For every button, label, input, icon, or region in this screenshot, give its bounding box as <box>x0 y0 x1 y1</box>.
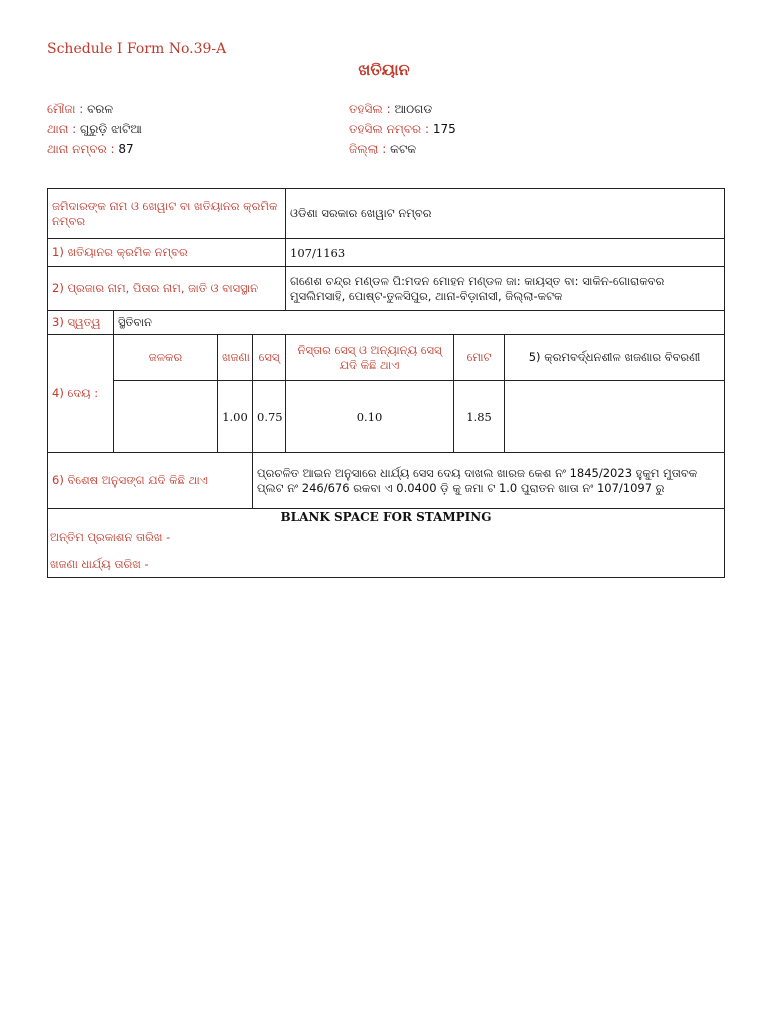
dues-value-row <box>48 381 725 453</box>
meta-thana: ଥାନା : ଗୁରୁଡ଼ି ଝାଟିଆ <box>47 122 142 136</box>
khatiyan-table <box>47 188 725 578</box>
table-row <box>48 311 725 335</box>
final-publication-date: ଅନ୍ତିମ ପ୍ରକାଶନ ତାରିଖ - <box>50 530 171 544</box>
zamindar-value: ଓଡିଶା ସରକାର ଖେୱାଟ ନମ୍ବର <box>286 189 725 239</box>
meta-right <box>349 99 456 159</box>
serial-number-label: 1) ଖତିୟାନର କ୍ରମିକ ନମ୍ବର <box>48 239 286 267</box>
document-title: ଖତିୟାନ <box>358 60 410 79</box>
stamp-title: BLANK SPACE FOR STAMPING <box>280 510 492 524</box>
meta-tahasil: ତହସିଲ : ଆଠଗଡ <box>349 102 433 116</box>
zamindar-label: ଜମିଦାରଙ୍କ ନାମ ଓ ଖେୱାଟ ବା ଖତିୟାନର କ୍ରମିକ ନମ୍ବର <box>48 189 286 239</box>
rights-value: ସ୍ଥିତିବାନ <box>114 311 725 335</box>
dues-header-rent: ଖଜଣା <box>218 335 253 381</box>
dues-value-water-tax <box>114 381 218 453</box>
dues-label: 4) ଦେୟ : <box>48 335 114 453</box>
special-remarks-label: 6) ବିଶେଷ ଅନୁସଙ୍ଗ ଯଦି କିଛି ଥାଏ <box>48 453 253 509</box>
dues-header-cess: ସେସ୍ <box>253 335 286 381</box>
meta-district: ଜିଲ୍ଲା : କଟକ <box>349 142 417 156</box>
dues-value-other-cess: 0.10 <box>286 381 454 453</box>
form-number: Schedule I Form No.39-A <box>47 41 227 57</box>
table-row <box>48 453 725 509</box>
tenant-value: ଗଣେଶ ଚନ୍ଦ୍ର ମଣ୍ଡଳ ପି:ମଦନ ମୋହନ ମଣ୍ଡଳ ଜା: କାୟସ୍ତ ବା: ସାକିନ-ଗୋରାକବର ମୁସଲିମସାହି, ପୋଷ୍ଟ-ତୁଳସିପୁର, ଥାନା-ବିଡ଼ାନାସୀ, ଜିଲ୍ଲା-କଟକ <box>286 267 725 311</box>
table-row <box>48 267 725 311</box>
dues-header-progressive-rent: 5) କ୍ରମବର୍ଦ୍ଧନଶୀଳ ଖଜଣାର ବିବରଣୀ <box>505 335 725 381</box>
serial-number-value: 107/1163 <box>286 239 725 267</box>
dues-value-total: 1.85 <box>454 381 505 453</box>
dues-value-rent: 1.00 <box>218 381 253 453</box>
stamp-area <box>48 509 725 578</box>
dues-header-water-tax: ଜଳକର <box>114 335 218 381</box>
dues-value-cess: 0.75 <box>253 381 286 453</box>
dues-header-other-cess: ନିସ୍ତାର ସେସ୍ ଓ ଅନ୍ୟାନ୍ୟ ସେସ୍ ଯଦି କିଛି ଥାଏ <box>286 335 454 381</box>
meta-tahasil-number: ତହସିଲ ନମ୍ବର : 175 <box>349 122 456 136</box>
meta-left <box>47 99 142 159</box>
rights-label: 3) ସ୍ୱତ୍ୱ <box>48 311 114 335</box>
meta-mouza: ମୌଜା : ବରଳ <box>47 102 114 116</box>
dues-value-progressive-rent <box>505 381 725 453</box>
table-row <box>48 239 725 267</box>
dues-header-total: ମୋଟ <box>454 335 505 381</box>
stamp-row <box>48 509 725 578</box>
dues-header-row <box>48 335 725 381</box>
tenant-label: 2) ପ୍ରଜାର ନାମ, ପିତାର ନାମ, ଜାତି ଓ ବାସସ୍ଥାନ <box>48 267 286 311</box>
special-remarks-value: ପ୍ରଚଳିତ ଆଇନ ଅନୁସାରେ ଧାର୍ଯ୍ୟ ସେସ ଦେୟ ଦାଖଲ ଖାରଜ କେଶ ନଂ 1845/2023 ହୁକୁମ ମୁତାବକ ପ୍ଲଟ ନଂ 246/676 ରକବା ଏ 0.0400 ଡ଼ି କୁ ଜମା ଟ 1.0 ପୁରାତନ ଖାତା ନଂ 107/1097 ରୁ <box>253 453 725 509</box>
table-row <box>48 189 725 239</box>
meta-thana-number: ଥାନା ନମ୍ବର : 87 <box>47 142 134 156</box>
rent-fixed-date: ଖଜଣା ଧାର୍ଯ୍ୟ ତାରିଖ - <box>50 557 149 571</box>
